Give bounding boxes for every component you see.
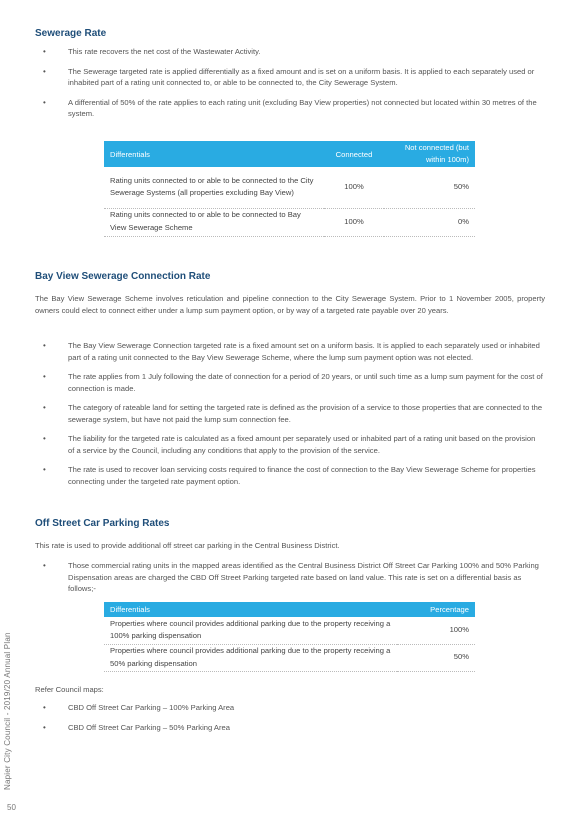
table-row	[104, 208, 475, 236]
list-item: • The rate is used to recover loan servicing costs required to finance the cost of connection to the Bay View Sewerage Scheme for properties connecting under the targeted rate payment option.	[43, 465, 536, 486]
table-row	[104, 617, 475, 644]
column-header: Not connected (but within 100m)	[384, 141, 475, 167]
maps-list	[35, 702, 543, 733]
list-item: • CBD Off Street Car Parking – 100% Parking Area	[43, 703, 235, 712]
sewerage-heading: Sewerage Rate	[35, 28, 107, 39]
sewerage-differentials-table	[104, 141, 475, 237]
list-item: • The rate applies from 1 July following the date of connection for a period of 20 years, or until such time as a lump sum payment for the cost of connection is made.	[43, 372, 543, 393]
list-item: • CBD Off Street Car Parking – 50% Parking Area	[43, 722, 230, 732]
table-cell: Properties where council provides additional parking due to the property receiving a 50% parking dispensation	[104, 644, 397, 671]
table-cell: 50%	[384, 167, 475, 208]
bayview-intro: The Bay View Sewerage Scheme involves reticulation and pipeline connection to the City Sewerage System. Prior to 1 November 2005, property owners could elect to connect either under a lump sum payment option, or by way of a targeted rate payable over 20 years.	[35, 294, 545, 316]
maps-label: Refer Council maps:	[35, 685, 104, 694]
list-item: • The Bay View Sewerage Connection targeted rate is a fixed amount set on a uniform basis. It is applied to each separately used or inhabited part of a rating unit connected to the Bay View Sewerage Scheme, where the lump sum payment option was not elected.	[43, 341, 540, 362]
list-item: • Those commercial rating units in the mapped areas identified as the Central Business District Off Street Car Parking 100% and 50% Parking Dispensation areas are charged the CBD Off Street Parking targeted rate based on land value. This rate is set on a differential basis as follows;-	[43, 561, 539, 593]
bayview-bullet-list	[35, 340, 543, 487]
page-number: 50	[7, 803, 16, 812]
sewerage-bullet-list	[35, 46, 543, 120]
table-cell: 50%	[397, 644, 475, 671]
table-cell: Rating units connected to or able to be connected to Bay View Sewerage Scheme	[104, 208, 324, 236]
column-header: Percentage	[397, 602, 475, 617]
list-item: • This rate recovers the net cost of the Wastewater Activity.	[43, 47, 261, 56]
list-item: • A differential of 50% of the rate applies to each rating unit (excluding Bay View properties) not connected but located within 30 metres of the system.	[43, 97, 537, 118]
table-cell: 100%	[397, 617, 475, 644]
parking-intro: This rate is used to provide additional off street car parking in the Central Business District.	[35, 541, 340, 550]
column-header: Differentials	[104, 141, 324, 167]
table-header-row	[104, 141, 475, 167]
table-header-row	[104, 602, 475, 617]
table-cell: 100%	[324, 167, 384, 208]
bayview-heading: Bay View Sewerage Connection Rate	[35, 271, 211, 282]
column-header: Connected	[324, 141, 384, 167]
list-item: • The Sewerage targeted rate is applied differentially as a fixed amount and is set on a uniform basis. It is applied to each separately used or inhabited part of a rating unit connected to, or able to be connected to, the City Sewerage System.	[43, 66, 535, 87]
table-row	[104, 167, 475, 208]
list-item: • The category of rateable land for setting the targeted rate is defined as the provision of a service to those properties that are connected to the sewerage system, but have not paid the lump sum connection fee.	[43, 403, 543, 424]
table-cell: 0%	[384, 208, 475, 236]
table-cell: Rating units connected to or able to be connected to the City Sewerage Systems (all properties excluding Bay View)	[104, 167, 324, 208]
parking-differentials-table	[104, 602, 475, 672]
table-row	[104, 644, 475, 671]
column-header: Differentials	[104, 602, 397, 617]
parking-bullet-list	[35, 560, 543, 595]
parking-heading: Off Street Car Parking Rates	[35, 518, 170, 529]
list-item: • The liability for the targeted rate is calculated as a fixed amount per separately used or inhabited part of a rating unit based on the provision of a service by the Council, including any conditions that apply to the provision of the service.	[43, 434, 536, 455]
table-cell: Properties where council provides additional parking due to the property receiving a 100% parking dispensation	[104, 617, 397, 644]
table-cell: 100%	[324, 208, 384, 236]
side-running-title: Napier City Council - 2019/20 Annual Plan	[3, 632, 12, 790]
